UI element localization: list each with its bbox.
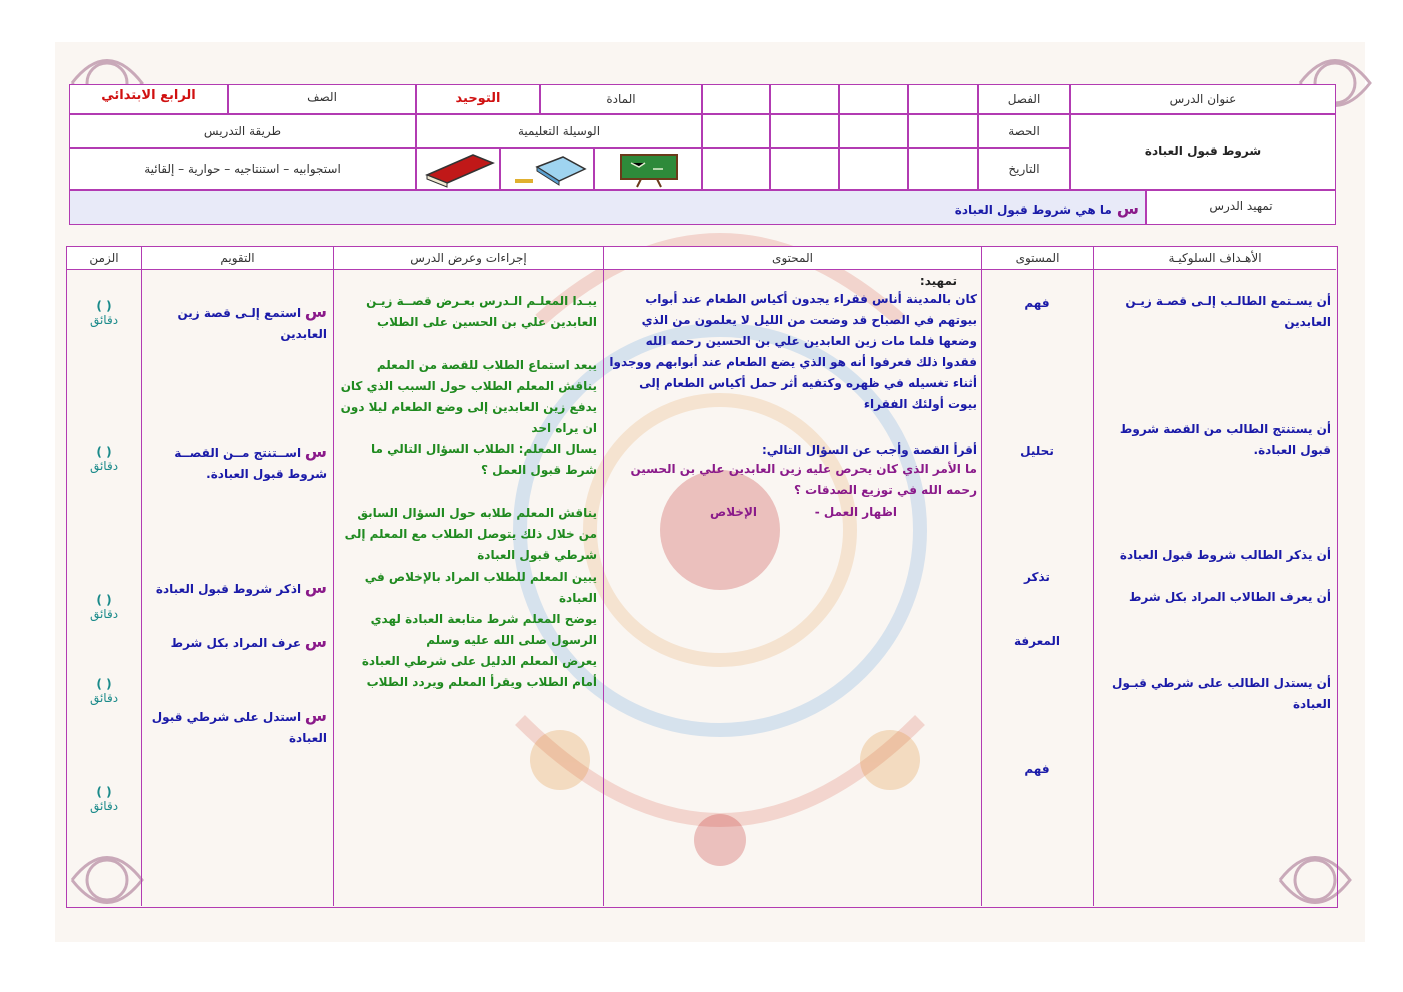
grade-value: الرابع الابتدائي [69, 84, 228, 114]
grade-label: الصف [228, 84, 416, 114]
time-3-unit: دقائق [89, 607, 119, 621]
time-5 [67, 785, 141, 813]
content-intro-head: تمهيد: [919, 274, 957, 288]
time-1-unit: دقائق [89, 313, 119, 327]
objective-2: أن يستنتج الطالب من القصة شروط قبول العبادة. [1119, 422, 1331, 457]
time-4 [67, 677, 141, 705]
evaluation-4-text: عرف المراد بكل شرط [170, 636, 302, 650]
aid-label: الوسيلة التعليمية [416, 114, 702, 148]
header-procedures: إجراءات وعرض الدرس [333, 247, 603, 269]
level-2: تحليل [1020, 444, 1054, 458]
evaluation-2-text: اســتنتج مــن القصــة شروط قبول العبادة. [174, 446, 327, 481]
aid-book [416, 148, 500, 190]
time-4-paren: ( ) [96, 677, 112, 691]
evaluation-4 [147, 631, 327, 654]
lesson-title: شروط قبول العبادة [1070, 114, 1336, 190]
intro-question-mark: س [1116, 199, 1139, 218]
intro-question: ما هي شروط قبول العبادة [954, 203, 1112, 217]
semester-label: الفصل [978, 84, 1070, 114]
evaluation-1 [147, 301, 327, 345]
level-5: فهم [1024, 762, 1050, 776]
time-2-paren: ( ) [96, 445, 112, 459]
evaluation-5 [147, 705, 327, 749]
semester-cell-2 [839, 84, 908, 114]
date-cell-4 [702, 148, 770, 190]
semester-cell-1 [908, 84, 978, 114]
divider-5 [141, 247, 142, 906]
period-cell-3 [770, 114, 839, 148]
aid-eraser [500, 148, 594, 190]
lesson-title-label: عنوان الدرس [1070, 84, 1336, 114]
objective-3: أن يذكر الطالب شروط قبول العبادة [1119, 548, 1331, 562]
evaluation-3-q: س [304, 578, 327, 597]
content-task: أقرأ القصة وأجب عن السؤال التالي: [761, 443, 977, 457]
evaluation-1-text: استمع إلـى قصة زين العابدين [177, 306, 327, 341]
time-1 [67, 299, 141, 327]
content-question: ما الأمر الذي كان يحرص عليه زين العابدين علي بن الحسين رحمه الله في توزيع الصدقات ؟ [630, 462, 977, 497]
eraser-chalk-icon [501, 149, 595, 189]
evaluation-3 [147, 577, 327, 600]
time-3 [67, 593, 141, 621]
procedure-6: يوضح المعلم شرط متابعة العبادة لهدي الرسول صلى الله عليه وسلم [370, 612, 597, 647]
evaluation-3-text: اذكر شروط قبول العبادة [155, 582, 302, 596]
aid-blackboard [594, 148, 702, 190]
date-label: التاريخ [978, 148, 1070, 190]
divider-4 [333, 247, 334, 906]
procedure-5: يبين المعلم للطلاب المراد بالإخلاص في العبادة [364, 570, 597, 605]
period-cell-4 [702, 114, 770, 148]
subject-value: التوحيد [416, 84, 540, 114]
semester-cell-3 [770, 84, 839, 114]
procedure-7: يعرض المعلم الدليل على شرطي العبادة أمام الطلاب ويقرأ المعلم ويردد الطلاب [361, 654, 597, 689]
header-level: المستوى [981, 247, 1093, 269]
evaluation-5-text: استدل على شرطي قبول العبادة [151, 710, 327, 745]
intro-label: تمهيد الدرس [1146, 190, 1336, 225]
date-cell-2 [839, 148, 908, 190]
divider-1 [1093, 247, 1094, 906]
procedure-3: يسال المعلم: الطلاب السؤال التالي ما شرط قبول العمل ؟ [370, 442, 597, 477]
period-cell-1 [908, 114, 978, 148]
level-3: تذكر [1024, 570, 1050, 584]
method-value: استجوابيه – استنتاجيه – حوارية – إلقائية [69, 148, 416, 190]
objective-1: أن يسـتمع الطالـب إلـى قصـة زيـن العابدين [1125, 294, 1331, 329]
header-evaluation: التقويم [141, 247, 333, 269]
time-5-paren: ( ) [96, 785, 112, 799]
divider-3 [603, 247, 604, 906]
time-2 [67, 445, 141, 473]
period-label: الحصة [978, 114, 1070, 148]
procedure-2: يبعد استماع الطلاب للقصة من المعلم يناقش المعلم الطلاب حول السبب الذي كان يدفع زين العابدين إلى وضع الطعام ليلا دون ان يراه احد [340, 358, 597, 435]
blackboard-icon [595, 149, 703, 189]
intro-row [69, 190, 1146, 225]
lesson-table [66, 246, 1338, 908]
time-2-unit: دقائق [89, 459, 119, 473]
evaluation-2-q: س [304, 442, 327, 461]
content-answer-b: الإخلاص [710, 505, 757, 519]
procedure-1: يبـدا المعلـم الـدرس بعـرض قصــة زيـن العابدين علي بن الحسين على الطلاب [366, 294, 597, 329]
content-story: كان بالمدينة أناس فقراء يجدون أكياس الطعام عند أبواب بيوتهم في الصباح قد وضعت من الليل لا يعلمون من الذي وضعها فلما مات زين العابدين علي بن الحسين رحمه الله فقدوا ذلك فعرفوا أنه هو الذي يضع الطعام عند أبوابهم ووجدوا أثناء تغسيله في ظهره وكتفيه أثر حمل أكياس الطعام إلى بيوت أولئك الفقراء [609, 292, 977, 411]
period-cell-2 [839, 114, 908, 148]
header-objectives: الأهـداف السلوكيـة [1093, 247, 1336, 269]
book-icon [417, 149, 501, 189]
level-4: المعرفة [1013, 634, 1061, 648]
content-answer-a: اظهار العمل - [814, 505, 897, 519]
time-5-unit: دقائق [89, 799, 119, 813]
level-1: فهم [1024, 296, 1050, 310]
header-time: الزمن [89, 251, 119, 265]
time-3-paren: ( ) [96, 593, 112, 607]
subject-label: المادة [540, 84, 702, 114]
date-cell-1 [908, 148, 978, 190]
evaluation-2 [147, 441, 327, 485]
procedure-4: يناقش المعلم طلابه حول السؤال السابق من خلال ذلك يتوصل الطلاب مع المعلم إلى شرطي قبول العبادة [344, 506, 597, 562]
objective-4: أن يعرف الطالاب المراد بكل شرط [1128, 590, 1331, 604]
evaluation-4-q: س [304, 632, 327, 651]
method-label: طريقة التدريس [69, 114, 416, 148]
header-content: المحتوى [603, 247, 981, 269]
evaluation-1-q: س [304, 302, 327, 321]
semester-cell-4 [702, 84, 770, 114]
time-1-paren: ( ) [96, 299, 112, 313]
time-4-unit: دقائق [89, 691, 119, 705]
evaluation-5-q: س [304, 706, 327, 725]
objective-5: أن يستدل الطالب على شرطي قبـول العبادة [1112, 676, 1331, 711]
date-cell-3 [770, 148, 839, 190]
